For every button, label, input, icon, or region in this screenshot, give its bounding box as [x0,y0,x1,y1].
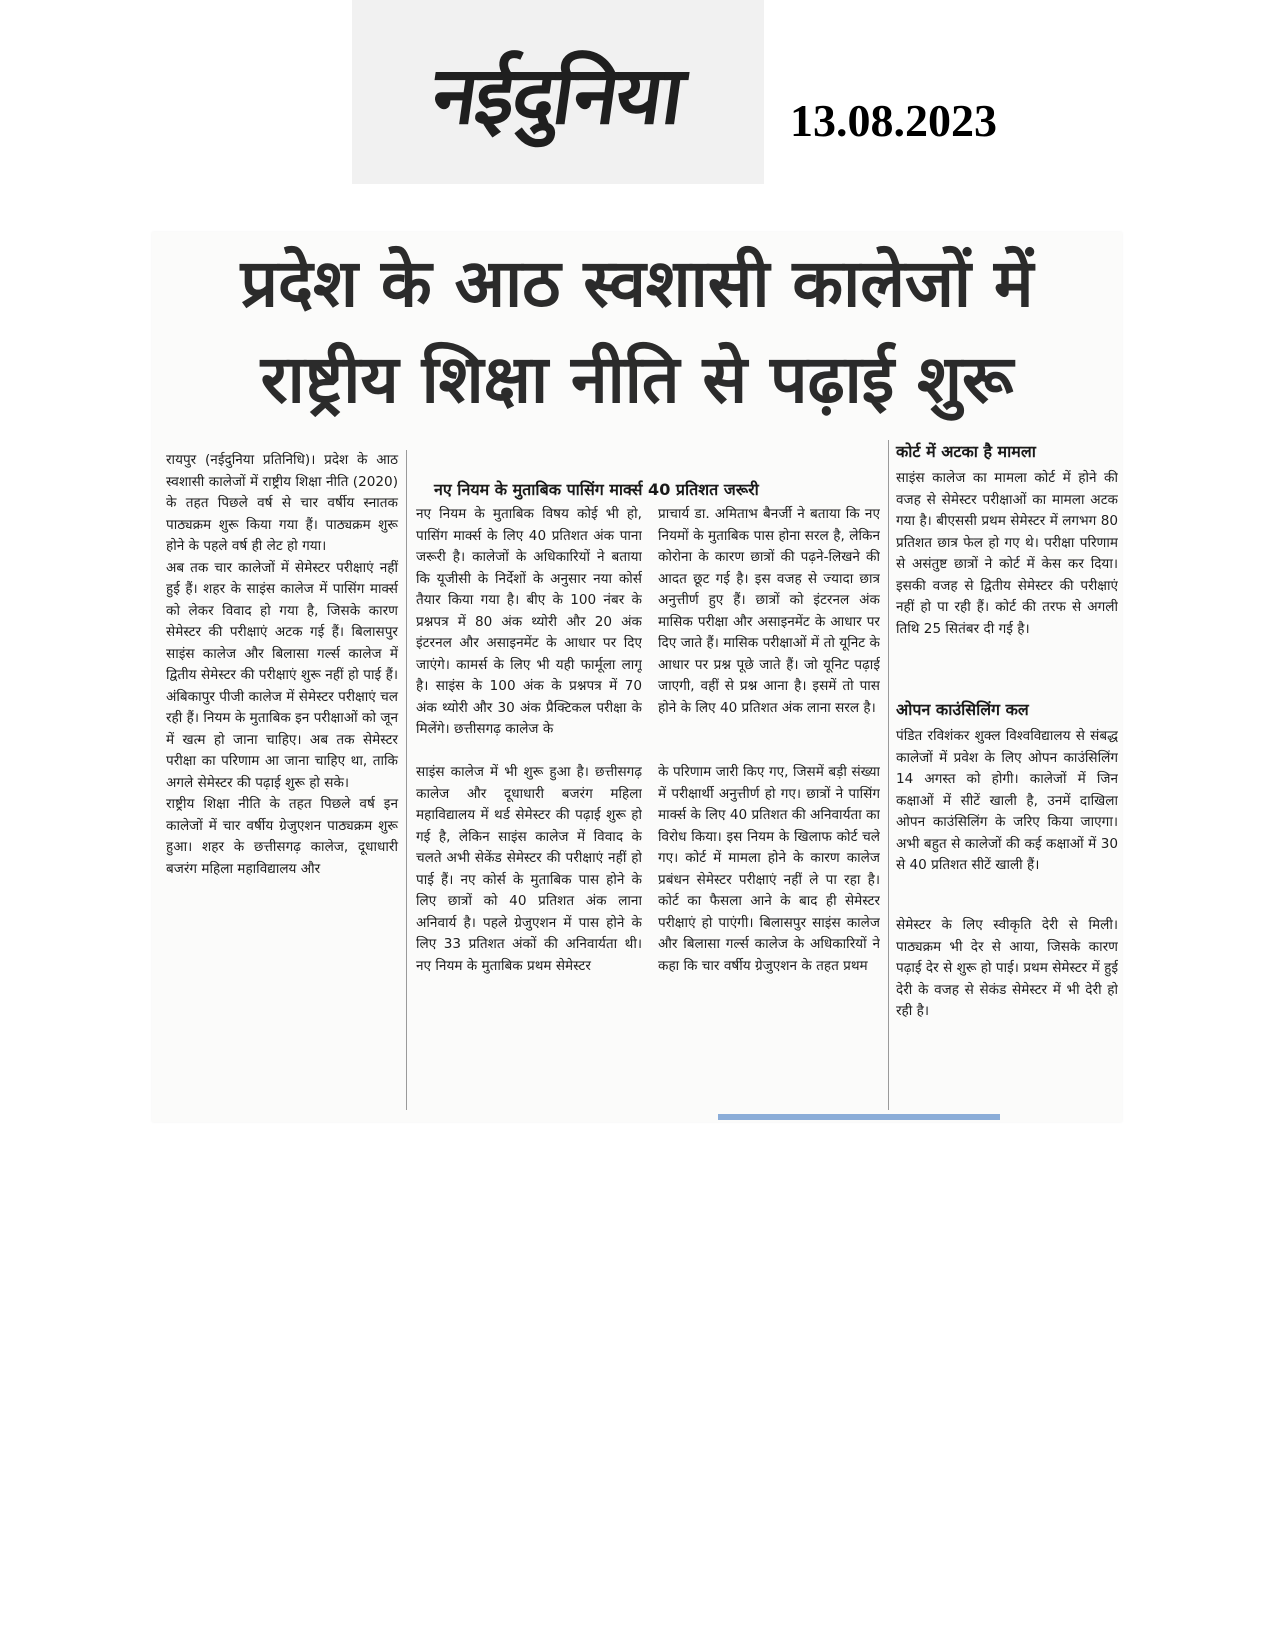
column-2-bottom-text: साइंस कालेज में भी शुरू हुआ है। छत्तीसगढ़ कालेज और दूधाधारी बजरंग महिला महाविद्यालय में थर्ड सेमेस्टर की पढ़ाई शुरू हो गई है, लेकिन साइंस कालेज में विवाद के चलते अभी सेकेंड सेमेस्टर की परीक्षाएं नहीं हो पाई हैं। नए कोर्स के मुताबिक पास होने के लिए छात्रों को 40 प्रतिशत अंक लाना अनिवार्य है। पहले ग्रेजुएशन में पास होने के लिए 33 प्रतिशत अंकों की अनिवार्यता थी। नए नियम के मुताबिक प्रथम सेमेस्टर [416,764,642,974]
color-strip [718,1114,1000,1120]
column-1-text: रायपुर (नईदुनिया प्रतिनिधि)। प्रदेश के आठ स्वशासी कालेजों में राष्ट्रीय शिक्षा नीति (2020) के तहत पिछले वर्ष से चार वर्षीय स्नातक पाठ्यक्रम शुरू किया गया हैं। पाठ्यक्रम शुरू होने के पहले वर्ष ही लेट हो गया। अब तक चार कालेजों में सेमेस्टर परीक्षाएं नहीं हुई हैं। शहर के साइंस कालेज में पासिंग मार्क्स को लेकर विवाद हो गया है, जिसके कारण सेमेस्टर की परीक्षाएं अटक गई हैं। बिलासपुर साइंस कालेज और बिलासा गर्ल्स कालेज में द्वितीय सेमेस्टर की परीक्षाएं शुरू नहीं हो पाई हैं। अंबिकापुर पीजी कालेज में सेमेस्टर परीक्षाएं चल रही हैं। नियम के मुताबिक इन परीक्षाओं को जून में खत्म हो जाना चाहिए। अब तक सेमेस्टर परीक्षा का परिणाम आ जाना चाहिए था, ताकि अगले सेमेस्टर की पढ़ाई शुरू हो सके। राष्ट्रीय शिक्षा नीति के तहत पिछले वर्ष इन कालेजों में चार वर्षीय ग्रेजुएशन पाठ्यक्रम शुरू हुआ। शहर के छत्तीसगढ़ कालेज, दूधाधारी बजरंग महिला महाविद्यालय और [166,452,398,877]
publication-date: 13.08.2023 [790,95,997,146]
headline-line-2: राष्ट्रीय शिक्षा नीति से पढ़ाई शुरू [260,341,1014,418]
newspaper-masthead [352,0,764,184]
news-clipping [152,232,1122,1122]
right-subheading-court: कोर्ट में अटका है मामला [896,442,1036,461]
headline-line-1: प्रदेश के आठ स्वशासी कालेजों में [240,245,1034,322]
column-3-top-text: प्राचार्य डा. अमिताभ बैनर्जी ने बताया कि नए नियमों के मुताबिक पास होना सरल है, लेकिन कोरोना के कारण छात्रों की पढ़ने-लिखने की आदत छूट गई है। इस वजह से ज्यादा छात्र अनुत्तीर्ण हुए हैं। छात्रों को इंटरनल अंक मासिक परीक्षा और असाइनमेंट के आधार पर दिए जाते हैं। मासिक परीक्षाओं में तो यूनिट के आधार पर प्रश्न पूछे जाते हैं। जो यूनिट पढ़ाई जाएगी, वहीं से प्रश्न आना है। इसमें तो पास होने के लिए 40 प्रतिशत अंक लाना सरल है। [658,506,880,716]
column-4-court-text: साइंस कालेज का मामला कोर्ट में होने की वजह से सेमेस्टर परीक्षाओं का मामला अटक गया है। बीएससी प्रथम सेमेस्टर में लगभग 80 प्रतिशत छात्र फेल हो गए थे। परीक्षा परिणाम से असंतुष्ट छात्रों ने कोर्ट में केस कर दिया। इसकी वजह से द्वितीय सेमेस्टर की परीक्षाएं नहीं हो पा रही हैं। कोर्ट की तरफ से अगली तिथि 25 सितंबर दी गई है। [896,470,1118,637]
column-divider [406,450,407,1110]
right-subheading-counselling: ओपन काउंसिलिंग कल [896,700,1029,719]
column-4-counselling-text: पंडित रविशंकर शुक्ल विश्वविद्यालय से संबद्ध कालेजों में प्रवेश के लिए ओपन काउंसिलिंग 14 अगस्त को होगी। कालेजों में जिन कक्षाओं में सीटें खाली है, उनमें दाखिला ओपन काउंसिलिंग के जरिए किया जाएगा। अभी बहुत से कालेजों की कई कक्षाओं में 30 से 40 प्रतिशत सीटें खाली हैं। [896,728,1118,873]
column-3-bottom-text: के परिणाम जारी किए गए, जिसमें बड़ी संख्या में परीक्षार्थी अनुत्तीर्ण हो गए। छात्रों ने पासिंग मार्क्स के लिए 40 प्रतिशत की अनिवार्यता का विरोध किया। इस नियम के खिलाफ कोर्ट चले गए। कोर्ट में मामला होने के कारण कालेज प्रबंधन सेमेस्टर परीक्षाएं नहीं ले पा रहा है। कोर्ट का फैसला आने के बाद ही सेमेस्टर परीक्षाएं हो पाएंगी। बिलासपुर साइंस कालेज और बिलासा गर्ल्स कालेज के अधिकारियों ने कहा कि चार वर्षीय ग्रेजुएशन के तहत प्रथम [658,764,880,974]
column-2-top-text: नए नियम के मुताबिक विषय कोई भी हो, पासिंग मार्क्स के लिए 40 प्रतिशत अंक पाना जरूरी है। कालेजों के अधिकारियों ने बताया कि यूजीसी के निर्देशों के अनुसार नया कोर्स तैयार किया गया है। बीए के 100 नंबर के प्रश्नपत्र में 80 अंक थ्योरी और 20 अंक इंटरनल और असाइनमेंट के आधार पर दिए जाएंगे। कामर्स के लिए भी यही फार्मूला लागू है। साइंस के 100 अंक के प्रश्नपत्र में 70 अंक थ्योरी और 30 अंक प्रैक्टिकल परीक्षा के मिलेंगे। छत्तीसगढ़ कालेज के [416,506,642,737]
column-divider [888,440,889,1110]
column-4-bottom-text: सेमेस्टर के लिए स्वीकृति देरी से मिली। पाठ्यक्रम भी देर से आया, जिसके कारण पढ़ाई देर से शुरू हो पाई। प्रथम सेमेस्टर में हुई देरी के वजह से सेकंड सेमेस्टर में भी देरी हो रही है। [896,917,1118,1019]
mid-subheading: नए नियम के मुताबिक पासिंग मार्क्स 40 प्रतिशत जरूरी [434,480,759,499]
masthead-name: नईदुनिया [426,48,689,142]
